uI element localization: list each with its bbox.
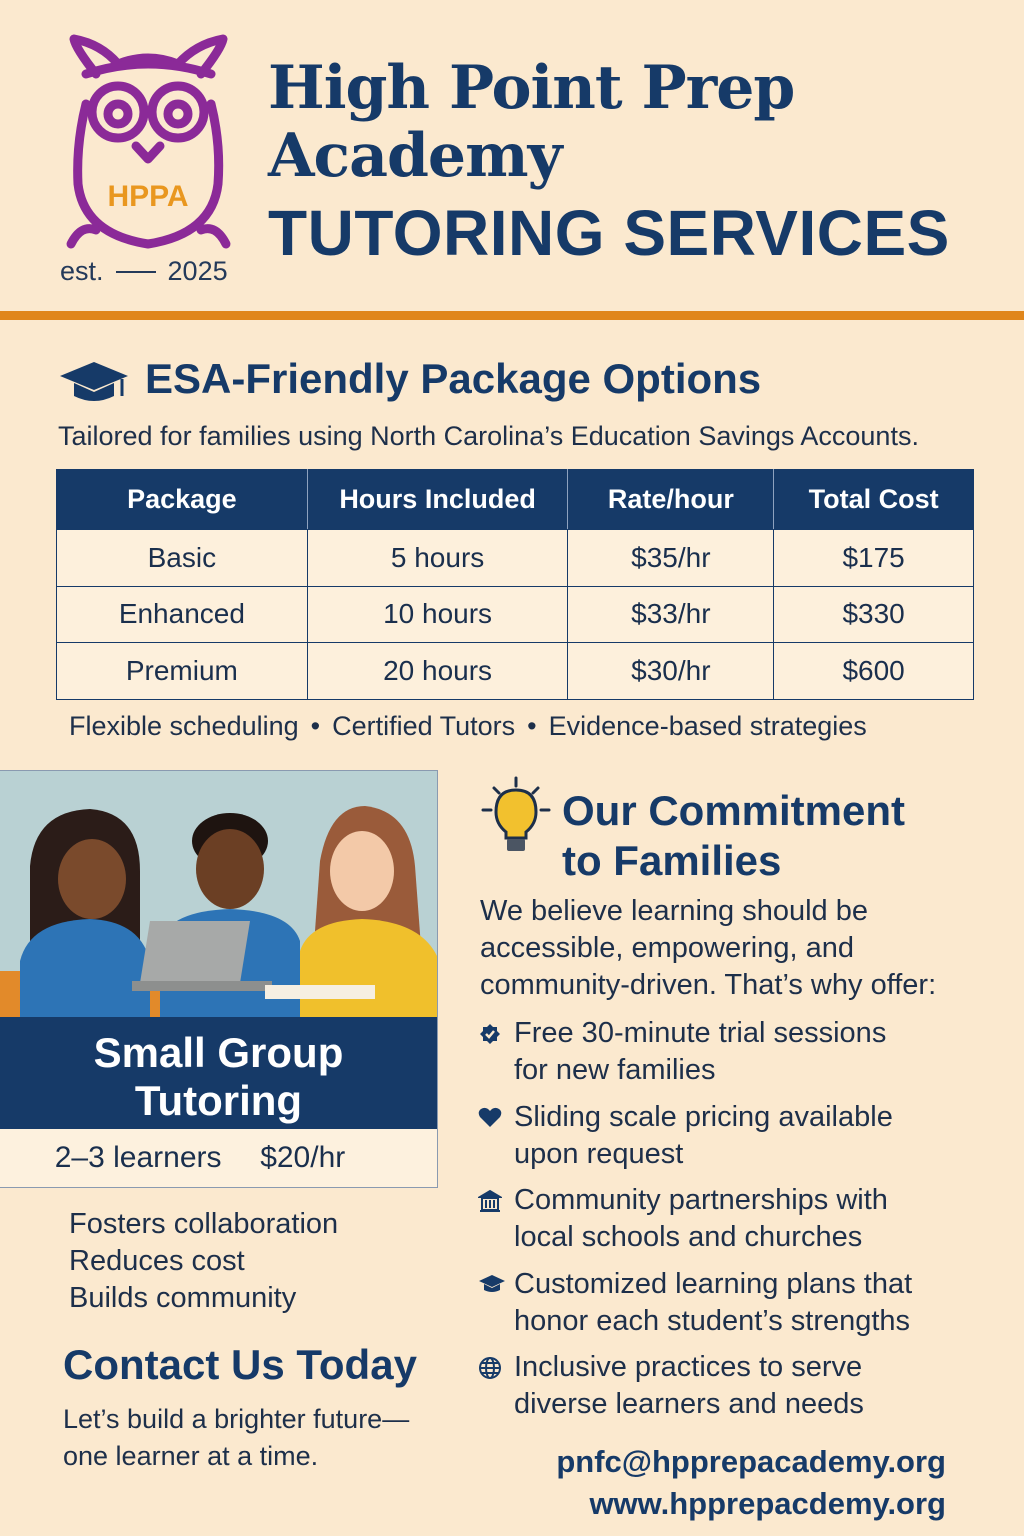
list-item [478,1099,998,1183]
lightbulb-icon [480,776,552,858]
contact-website-link[interactable]: www.hpprepacdemy.org [589,1486,946,1521]
services-title: TUTORING SERVICES [268,197,950,269]
bullet-separator: • [310,711,321,741]
table-cell: $330 [774,586,974,643]
table-cell: $33/hr [568,586,774,643]
feature-item: Evidence-based strategies [548,711,867,741]
tagline-line1: Let’s build a brighter future— [63,1404,410,1434]
owl-logo [56,34,241,259]
esa-subtitle: Tailored for families using North Carolina’s Education Savings Accounts. [58,421,919,451]
item-line: Community partnerships with [514,1184,888,1216]
contact-title: Contact Us Today [63,1341,417,1388]
table-cell: $175 [774,530,974,587]
table-cell: Premium [57,643,308,700]
column-header: Rate/hour [568,470,774,530]
learners-count: 2–3 learners [54,1141,222,1174]
esa-section-title: ESA-Friendly Package Options [145,355,762,402]
students-illustration [0,771,437,1017]
small-group-title-line1: Small Group [93,1029,344,1076]
small-group-title-line2: Tutoring [134,1077,303,1124]
item-line: Customized learning plans that [514,1267,913,1300]
table-row [57,586,974,643]
table-cell: 10 hours [307,586,568,643]
list-item [478,1349,998,1433]
features-line [69,711,867,742]
table-cell: $30/hr [568,643,774,700]
small-group-card [0,770,438,1188]
list-item: Reduces cost [69,1245,245,1277]
est-dash [116,271,156,273]
commitment-intro: We believe learning should be accessible, empowering, and community-driven. That’s why offer: [480,895,937,1001]
table-header-row [57,470,974,530]
table-row [57,643,974,700]
svg-text:HPPA: HPPA [107,180,189,213]
feature-item: Flexible scheduling [69,711,299,741]
column-header: Hours Included [307,470,568,530]
commitment-title [562,786,982,886]
contact-tagline [63,1401,463,1475]
building-icon [478,1182,514,1219]
group-benefits-list [69,1206,338,1317]
item-line: local schools and churches [514,1221,863,1253]
est-year: 2025 [167,256,228,286]
table-cell: $600 [774,643,974,700]
contact-email-link[interactable]: pnfc@hpprepacademy.org [556,1444,946,1479]
established-line [60,256,228,287]
column-header: Total Cost [774,470,974,530]
item-line: honor each student’s strengths [514,1304,911,1337]
group-price: $20/hr [260,1141,346,1174]
graduation-cap-icon [478,1266,514,1303]
table-cell: 5 hours [307,530,568,587]
column-header: Package [57,470,308,530]
item-line: Inclusive practices to serve [514,1351,863,1383]
table-cell: Enhanced [57,586,308,643]
list-item [478,1015,998,1099]
small-group-info [0,1141,400,1175]
globe-icon [478,1349,514,1386]
tagline-line2: one learner at a time. [63,1441,319,1471]
badge-check-icon [478,1015,514,1052]
header-divider [0,311,1024,320]
commitment-title-line2: to Families [562,837,782,884]
list-item [478,1182,998,1266]
heart-icon [478,1099,514,1136]
school-name: High Point Prep Academy [268,53,795,191]
table-cell: $35/hr [568,530,774,587]
package-table [56,469,974,700]
item-line: upon request [514,1137,684,1170]
list-item: Builds community [69,1282,297,1314]
feature-item: Certified Tutors [332,711,516,741]
list-item [478,1266,998,1350]
table-row [57,530,974,587]
commitment-list [478,1015,998,1433]
small-group-title [0,1029,437,1125]
item-line: Free 30-minute trial sessions [514,1017,887,1049]
est-label: est. [60,256,104,286]
table-cell: Basic [57,530,308,587]
item-line: Sliding scale pricing available [514,1100,893,1133]
item-line: diverse learners and needs [514,1388,864,1420]
item-line: for new families [514,1054,716,1086]
list-item: Fosters collaboration [69,1208,339,1240]
commitment-title-line1: Our Commitment [562,787,906,834]
table-cell: 20 hours [307,643,568,700]
graduation-cap-icon [58,356,130,408]
bullet-separator: • [527,711,537,741]
